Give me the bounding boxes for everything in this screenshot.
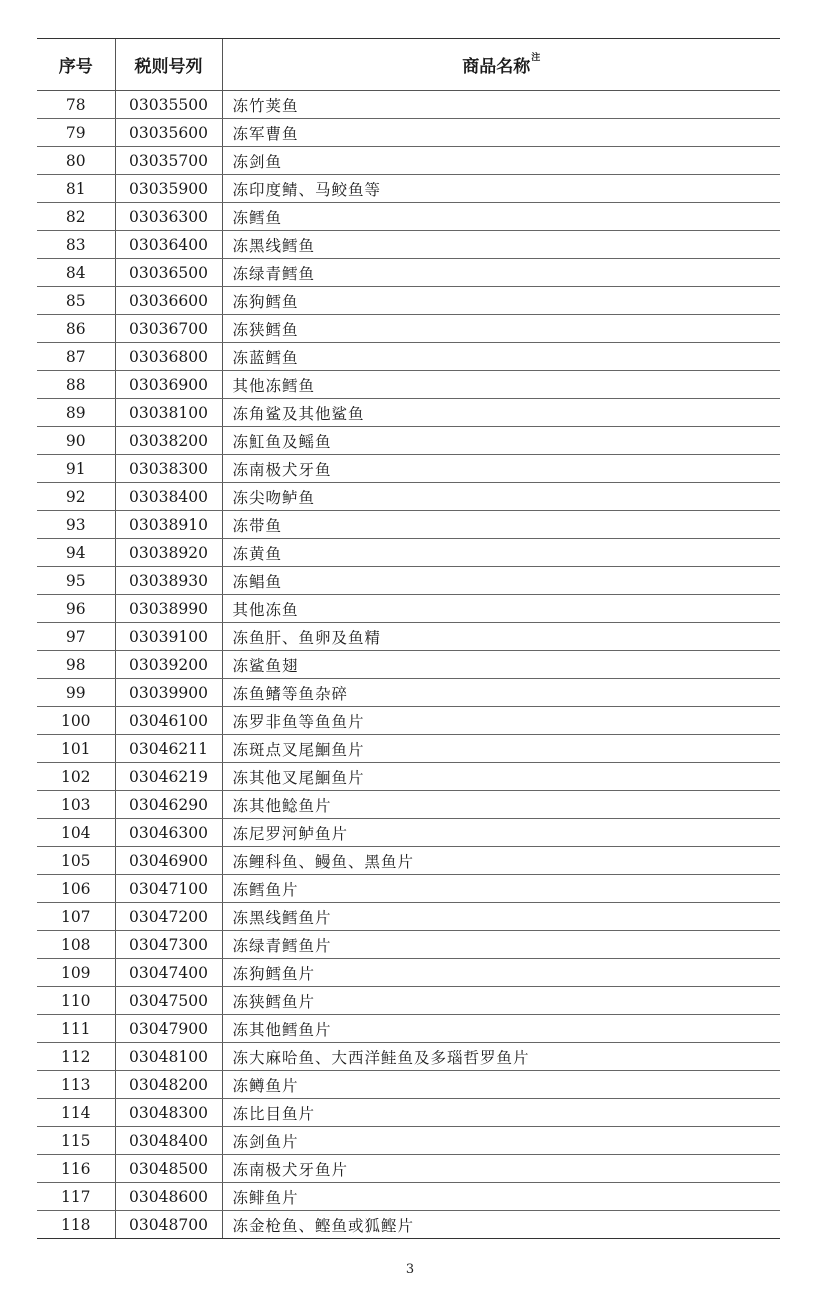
row-name: 冻黑线鳕鱼 xyxy=(222,231,780,259)
table-row xyxy=(37,1071,780,1099)
row-name: 冻其他叉尾鮰鱼片 xyxy=(222,763,780,791)
row-code: 03036800 xyxy=(115,343,222,371)
table-row xyxy=(37,483,780,511)
row-seq: 89 xyxy=(37,399,115,427)
row-seq: 106 xyxy=(37,875,115,903)
row-seq: 103 xyxy=(37,791,115,819)
table-row xyxy=(37,819,780,847)
row-name: 冻绿青鳕鱼片 xyxy=(222,931,780,959)
row-name: 冻狗鳕鱼片 xyxy=(222,959,780,987)
header-name-label: 商品名称 xyxy=(462,57,531,77)
row-seq: 94 xyxy=(37,539,115,567)
row-name: 冻其他鲶鱼片 xyxy=(222,791,780,819)
row-code: 03047900 xyxy=(115,1015,222,1043)
table-row xyxy=(37,371,780,399)
page-number: 3 xyxy=(405,1262,415,1277)
row-seq: 95 xyxy=(37,567,115,595)
header-name xyxy=(222,39,780,91)
table-row xyxy=(37,511,780,539)
table-row xyxy=(37,147,780,175)
row-seq: 117 xyxy=(37,1183,115,1211)
row-seq: 82 xyxy=(37,203,115,231)
row-seq: 99 xyxy=(37,679,115,707)
table-header xyxy=(37,39,780,91)
row-name: 冻南极犬牙鱼片 xyxy=(222,1155,780,1183)
row-seq: 86 xyxy=(37,315,115,343)
row-seq: 118 xyxy=(37,1211,115,1239)
row-name: 冻比目鱼片 xyxy=(222,1099,780,1127)
row-code: 03038990 xyxy=(115,595,222,623)
row-name: 冻剑鱼 xyxy=(222,147,780,175)
header-row xyxy=(37,39,780,91)
table-row xyxy=(37,455,780,483)
header-code: 税则号列 xyxy=(115,39,222,91)
table-row xyxy=(37,679,780,707)
row-seq: 107 xyxy=(37,903,115,931)
table-row xyxy=(37,903,780,931)
row-name: 冻鱼肝、鱼卵及鱼精 xyxy=(222,623,780,651)
row-name: 冻罗非鱼等鱼鱼片 xyxy=(222,707,780,735)
row-name: 冻剑鱼片 xyxy=(222,1127,780,1155)
row-seq: 104 xyxy=(37,819,115,847)
row-name: 冻角鲨及其他鲨鱼 xyxy=(222,399,780,427)
row-name: 其他冻鳕鱼 xyxy=(222,371,780,399)
header-seq: 序号 xyxy=(37,39,115,91)
row-code: 03048300 xyxy=(115,1099,222,1127)
row-code: 03036300 xyxy=(115,203,222,231)
row-name: 冻鳕鱼片 xyxy=(222,875,780,903)
row-code: 03039200 xyxy=(115,651,222,679)
row-seq: 81 xyxy=(37,175,115,203)
row-seq: 112 xyxy=(37,1043,115,1071)
row-seq: 87 xyxy=(37,343,115,371)
row-code: 03038100 xyxy=(115,399,222,427)
row-seq: 102 xyxy=(37,763,115,791)
row-name: 冻狗鳕鱼 xyxy=(222,287,780,315)
table-row xyxy=(37,203,780,231)
row-seq: 98 xyxy=(37,651,115,679)
row-code: 03038300 xyxy=(115,455,222,483)
table-row xyxy=(37,735,780,763)
table-row xyxy=(37,1183,780,1211)
row-code: 03036700 xyxy=(115,315,222,343)
row-name: 冻鱼鳍等鱼杂碎 xyxy=(222,679,780,707)
row-seq: 78 xyxy=(37,91,115,119)
row-code: 03038200 xyxy=(115,427,222,455)
table-row xyxy=(37,791,780,819)
table-row xyxy=(37,987,780,1015)
table-row xyxy=(37,1127,780,1155)
row-code: 03046211 xyxy=(115,735,222,763)
row-code: 03038930 xyxy=(115,567,222,595)
row-seq: 97 xyxy=(37,623,115,651)
row-name: 冻尼罗河鲈鱼片 xyxy=(222,819,780,847)
table-row xyxy=(37,847,780,875)
row-code: 03035500 xyxy=(115,91,222,119)
table-row xyxy=(37,175,780,203)
row-code: 03046300 xyxy=(115,819,222,847)
row-code: 03047400 xyxy=(115,959,222,987)
row-name: 冻印度鲭、马鲛鱼等 xyxy=(222,175,780,203)
row-name: 冻狭鳕鱼片 xyxy=(222,987,780,1015)
row-name: 冻鲳鱼 xyxy=(222,567,780,595)
row-name: 冻南极犬牙鱼 xyxy=(222,455,780,483)
row-code: 03047100 xyxy=(115,875,222,903)
header-name-note: 注 xyxy=(531,53,541,63)
table-row xyxy=(37,1043,780,1071)
table-row xyxy=(37,763,780,791)
row-seq: 105 xyxy=(37,847,115,875)
row-name: 冻鲱鱼片 xyxy=(222,1183,780,1211)
table-row xyxy=(37,427,780,455)
table-body xyxy=(37,91,780,1239)
row-seq: 115 xyxy=(37,1127,115,1155)
row-name: 冻狭鳕鱼 xyxy=(222,315,780,343)
row-name: 其他冻鱼 xyxy=(222,595,780,623)
row-name: 冻魟鱼及鳐鱼 xyxy=(222,427,780,455)
table-row xyxy=(37,1211,780,1239)
row-code: 03047500 xyxy=(115,987,222,1015)
row-seq: 101 xyxy=(37,735,115,763)
table-row xyxy=(37,595,780,623)
row-code: 03036500 xyxy=(115,259,222,287)
row-seq: 111 xyxy=(37,1015,115,1043)
row-seq: 92 xyxy=(37,483,115,511)
row-seq: 100 xyxy=(37,707,115,735)
row-code: 03046100 xyxy=(115,707,222,735)
row-seq: 113 xyxy=(37,1071,115,1099)
row-seq: 88 xyxy=(37,371,115,399)
row-seq: 84 xyxy=(37,259,115,287)
row-code: 03046900 xyxy=(115,847,222,875)
table-row xyxy=(37,231,780,259)
row-name: 冻黑线鳕鱼片 xyxy=(222,903,780,931)
row-code: 03036900 xyxy=(115,371,222,399)
row-code: 03039900 xyxy=(115,679,222,707)
row-seq: 83 xyxy=(37,231,115,259)
table-row xyxy=(37,1155,780,1183)
row-seq: 85 xyxy=(37,287,115,315)
row-seq: 90 xyxy=(37,427,115,455)
row-seq: 116 xyxy=(37,1155,115,1183)
row-seq: 110 xyxy=(37,987,115,1015)
row-name: 冻鳟鱼片 xyxy=(222,1071,780,1099)
table-row xyxy=(37,623,780,651)
row-code: 03035600 xyxy=(115,119,222,147)
row-seq: 114 xyxy=(37,1099,115,1127)
row-name: 冻鲨鱼翅 xyxy=(222,651,780,679)
row-code: 03048700 xyxy=(115,1211,222,1239)
row-seq: 96 xyxy=(37,595,115,623)
row-name: 冻其他鳕鱼片 xyxy=(222,1015,780,1043)
row-name: 冻金枪鱼、鲣鱼或狐鲣片 xyxy=(222,1211,780,1239)
row-seq: 91 xyxy=(37,455,115,483)
row-name: 冻蓝鳕鱼 xyxy=(222,343,780,371)
row-code: 03048600 xyxy=(115,1183,222,1211)
row-seq: 109 xyxy=(37,959,115,987)
row-name: 冻鲤科鱼、鳗鱼、黑鱼片 xyxy=(222,847,780,875)
table-row xyxy=(37,315,780,343)
row-seq: 93 xyxy=(37,511,115,539)
row-name: 冻竹荚鱼 xyxy=(222,91,780,119)
row-code: 03047300 xyxy=(115,931,222,959)
row-code: 03036600 xyxy=(115,287,222,315)
row-code: 03035900 xyxy=(115,175,222,203)
row-code: 03048100 xyxy=(115,1043,222,1071)
row-code: 03038920 xyxy=(115,539,222,567)
row-name: 冻大麻哈鱼、大西洋鲑鱼及多瑙哲罗鱼片 xyxy=(222,1043,780,1071)
row-name: 冻尖吻鲈鱼 xyxy=(222,483,780,511)
row-code: 03048200 xyxy=(115,1071,222,1099)
row-code: 03035700 xyxy=(115,147,222,175)
table-row xyxy=(37,343,780,371)
row-code: 03046290 xyxy=(115,791,222,819)
table-row xyxy=(37,959,780,987)
row-code: 03036400 xyxy=(115,231,222,259)
table-row xyxy=(37,931,780,959)
table-row xyxy=(37,707,780,735)
table-row xyxy=(37,91,780,119)
row-name: 冻军曹鱼 xyxy=(222,119,780,147)
table-row xyxy=(37,1099,780,1127)
row-seq: 80 xyxy=(37,147,115,175)
table-row xyxy=(37,259,780,287)
row-seq: 108 xyxy=(37,931,115,959)
row-name: 冻斑点叉尾鮰鱼片 xyxy=(222,735,780,763)
row-code: 03038400 xyxy=(115,483,222,511)
table-row xyxy=(37,567,780,595)
table-row xyxy=(37,119,780,147)
table-row xyxy=(37,875,780,903)
row-code: 03048500 xyxy=(115,1155,222,1183)
table-row xyxy=(37,399,780,427)
row-name: 冻绿青鳕鱼 xyxy=(222,259,780,287)
table-row xyxy=(37,651,780,679)
row-code: 03047200 xyxy=(115,903,222,931)
row-name: 冻带鱼 xyxy=(222,511,780,539)
row-code: 03038910 xyxy=(115,511,222,539)
table-row xyxy=(37,539,780,567)
row-name: 冻鳕鱼 xyxy=(222,203,780,231)
row-name: 冻黄鱼 xyxy=(222,539,780,567)
tariff-table xyxy=(37,38,780,1239)
row-code: 03046219 xyxy=(115,763,222,791)
row-code: 03048400 xyxy=(115,1127,222,1155)
row-code: 03039100 xyxy=(115,623,222,651)
table-row xyxy=(37,1015,780,1043)
row-seq: 79 xyxy=(37,119,115,147)
table-row xyxy=(37,287,780,315)
